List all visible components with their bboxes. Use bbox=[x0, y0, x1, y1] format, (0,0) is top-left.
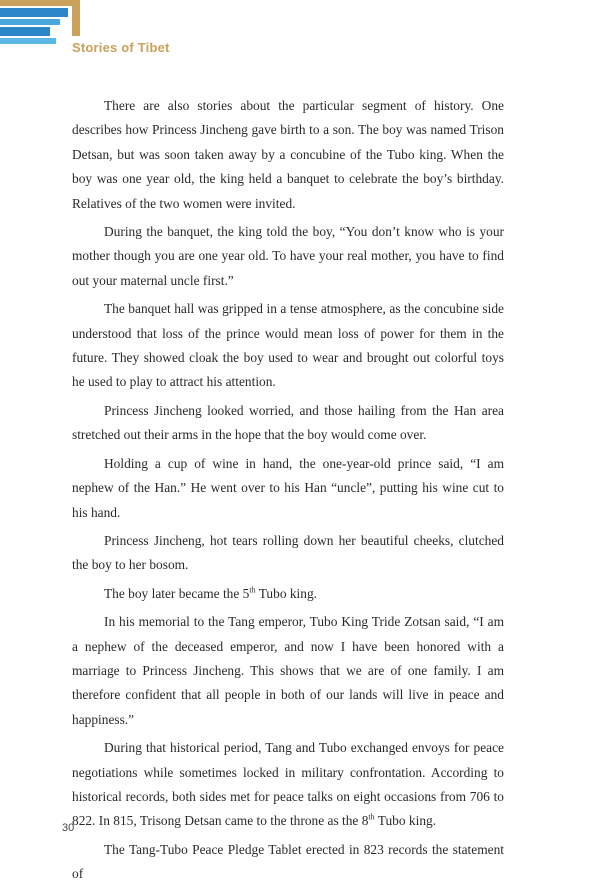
running-header: Stories of Tibet bbox=[72, 40, 170, 55]
ordinal-suffix: th bbox=[368, 812, 375, 822]
blue-stripe bbox=[0, 27, 50, 36]
paragraph bbox=[72, 736, 504, 834]
text-run: Tubo king. bbox=[374, 813, 437, 829]
text-run: During that historical period, Tang and Tubo exchanged envoys for peace negotiations while sometimes locked in military confrontation. According to historical records, both sides met for peace talks on eight occasions from 706 to 822. In 815, Trisong Detsan came to the throne as the 8 bbox=[72, 740, 504, 829]
paragraph: Princess Jincheng looked worried, and those hailing from the Han area stretched out their arms in the hope that the boy would come over. bbox=[72, 402, 504, 443]
blue-stripe bbox=[0, 19, 60, 25]
paragraph: During the banquet, the king told the boy, “You don’t know who is your mother though you are one year old. To have your real mother, you have to find out your maternal uncle first.” bbox=[72, 224, 504, 288]
page-number: 30 bbox=[62, 822, 75, 834]
text-run: The boy later became the 5 bbox=[104, 585, 250, 601]
gold-stripe bbox=[0, 0, 80, 6]
paragraph: Princess Jincheng, hot tears rolling down her beautiful cheeks, clutched the boy to her bosom. bbox=[72, 532, 504, 573]
paragraph: In his memorial to the Tang emperor, Tubo King Tride Zotsan said, “I am a nephew of the deceased emperor, and now I have been honored with a marriage to Princess Jincheng. This shows that we are of one family. I am therefore confident that all people in both of our lands will live in peace and happiness.” bbox=[72, 614, 504, 727]
paragraph: Holding a cup of wine in hand, the one-year-old prince said, “I am nephew of the Han.” He went over to his Han “uncle”, putting his wine cut to his hand. bbox=[72, 455, 504, 520]
paragraph: The Tang-Tubo Peace Pledge Tablet erected in 823 records the statement of bbox=[72, 841, 504, 882]
paragraph: There are also stories about the particular segment of history. One describes how Princess Jincheng gave birth to a son. The boy was named Trison Detsan, but was soon taken away by a concubine of the Tubo king. When the boy was one year old, the king held a banquet to celebrate the boy’s birthday. Relatives of the two women were invited. bbox=[72, 98, 504, 211]
ordinal-suffix: th bbox=[249, 585, 256, 595]
paragraph: The banquet hall was gripped in a tense atmosphere, as the concubine side understood that loss of the prince would mean loss of power for them in the future. They showed cloak the boy used to wear and brought out colorful toys he used to play to attract his attention. bbox=[72, 301, 504, 390]
blue-stripe bbox=[0, 8, 68, 17]
body-text bbox=[72, 94, 504, 891]
paragraph bbox=[72, 582, 504, 606]
text-run: Tubo king. bbox=[255, 585, 318, 601]
gold-stripe bbox=[72, 0, 80, 36]
corner-decoration bbox=[0, 0, 80, 64]
blue-stripe bbox=[0, 38, 56, 44]
